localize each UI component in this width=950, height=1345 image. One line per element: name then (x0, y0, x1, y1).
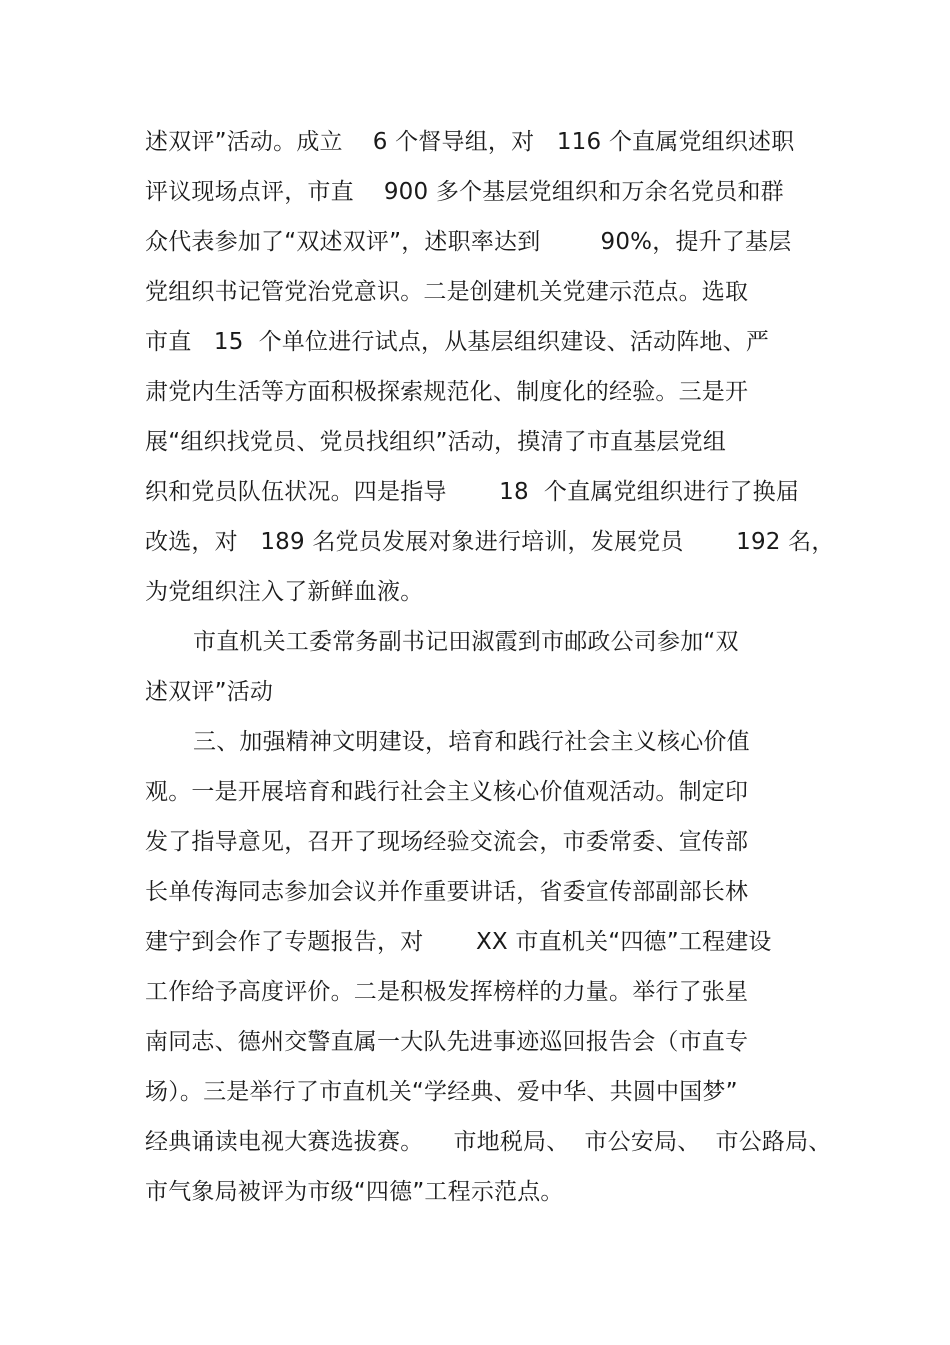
text-line: 展“组织找党员、党员找组织”活动，摸清了市直基层党组 (145, 429, 727, 455)
text-line: 建宁到会作了专题报告，对 XX 市直机关“四德”工程建设 (145, 929, 772, 955)
text-line: 评议现场点评，市直 900 多个基层党组织和万余名党员和群 (145, 179, 784, 205)
text-line: 织和党员队伍状况。四是指导 18 个直属党组织进行了换届 (145, 479, 800, 505)
photo-caption-line: 市直机关工委常务副书记田淑霞到市邮政公司参加“双 (193, 629, 739, 655)
text-line: 党组织书记管党治党意识。二是创建机关党建示范点。选取 (145, 279, 749, 305)
text-line: 南同志、德州交警直属一大队先进事迹巡回报告会（市直专 (145, 1029, 749, 1055)
text-line: 为党组织注入了新鲜血液。 (145, 579, 424, 605)
text-line: 观。一是开展培育和践行社会主义核心价值观活动。制定印 (145, 779, 749, 805)
photo-caption-line: 述双评”活动 (145, 679, 274, 705)
section-heading-line: 三、加强精神文明建设，培育和践行社会主义核心价值 (193, 729, 750, 755)
text-line: 肃党内生活等方面积极探索规范化、制度化的经验。三是开 (145, 379, 749, 405)
text-line: 众代表参加了“双述双评”，述职率达到 90%，提升了基层 (145, 229, 792, 255)
text-line: 经典诵读电视大赛选拔赛。 市地税局、 市公安局、 市公路局、 (145, 1129, 832, 1155)
text-line: 改选，对 189 名党员发展对象进行培训，发展党员 192 名， (145, 529, 835, 555)
text-line: 发了指导意见，召开了现场经验交流会，市委常委、宣传部 (145, 829, 749, 855)
text-line: 述双评”活动。成立 6 个督导组，对 116 个直属党组织述职 (145, 129, 795, 155)
text-line: 市气象局被评为市级“四德”工程示范点。 (145, 1179, 564, 1205)
text-line: 工作给予高度评价。二是积极发挥榜样的力量。举行了张星 (145, 979, 749, 1005)
text-line: 场）。三是举行了市直机关“学经典、爱中华、共圆中国梦” (145, 1079, 738, 1105)
text-line: 市直 15 个单位进行试点，从基层组织建设、活动阵地、严 (145, 329, 770, 355)
text-line: 长单传海同志参加会议并作重要讲话，省委宣传部副部长林 (145, 879, 749, 905)
